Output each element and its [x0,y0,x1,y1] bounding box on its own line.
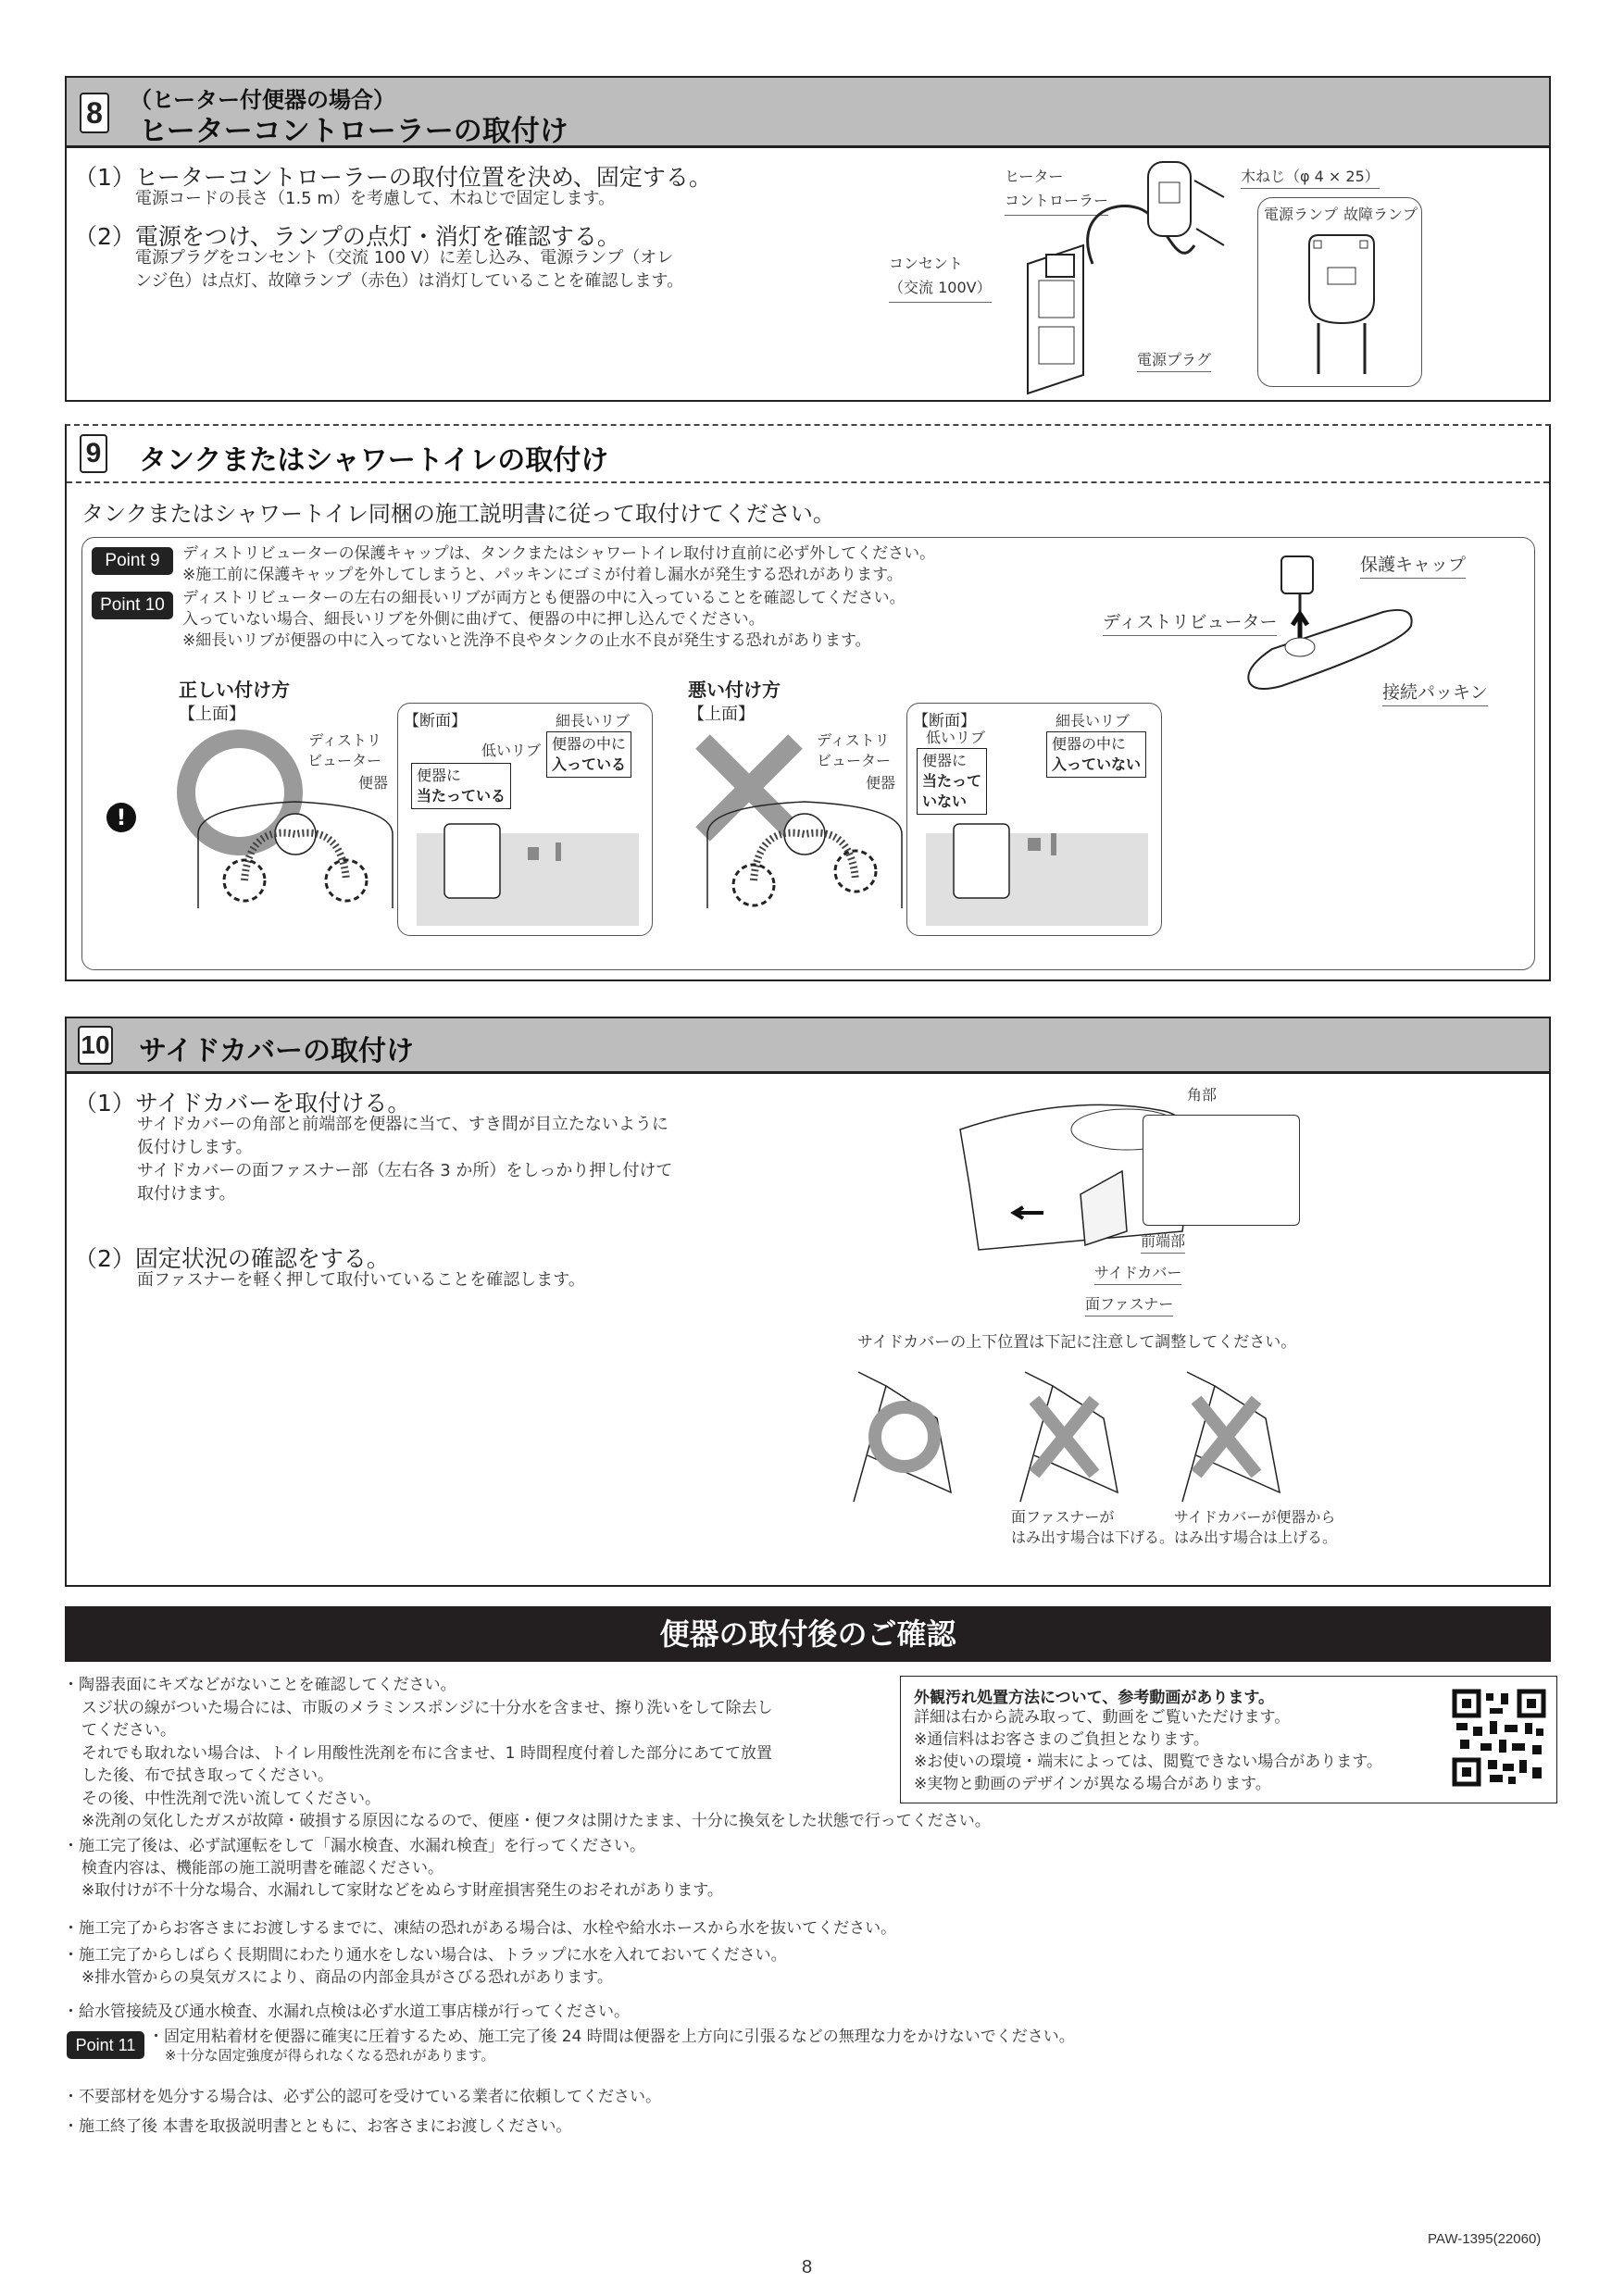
section-10-header [67,1018,1549,1074]
section-10-number: 10 [78,1026,113,1065]
section-8-header [67,78,1549,148]
confirm-item-1: ・陶器表面にキズなどがないことを確認してください。 スジ状の線がついた場合には、市販のメラミンスポンジに十分水を含ませ、擦り洗いをして除去し てください。 それでも取れない場合は、トイレ用酸性洗剤を布に含ませ、1 時間程度付着した部分にあてて放置 した後、布で拭き取ってください。 その後、中性洗剤で洗い流してください。 ※洗剤の気化したガスが故障・破損する原因になるので、便座・便フタは開けたまま、十分に換気をした状態で行ってください。 [63,1676,991,1830]
warning-exclamation-icon: ! [106,803,136,832]
label-connection-packing: 接続パッキン [1382,679,1488,706]
section-8-subtitle: （ヒーター付便器の場合） [130,87,396,113]
correct-view-top: 【上面】 [179,705,245,724]
section-9-header [67,426,1549,483]
outlet-plug-illustration [981,162,1241,384]
adjust-wrong-1-illustration [1016,1363,1145,1502]
label-corner: 角部 [1187,1086,1218,1104]
label-wrong-long-rib: 細長いリブ [1056,712,1131,730]
label-fault-lamp: 故障ランプ [1343,206,1418,223]
document-code: PAW-1395(22060) [1428,2231,1542,2247]
step-10-2-body: 面ファスナーを軽く押して取付いていることを確認します。 [137,1270,585,1290]
label-distributor: ディストリビューター [1103,608,1277,636]
confirm-item-3: ・施工完了からお客さまにお渡しするまでに、凍結の恐れがある場合は、水栓や給水ホースから水を抜いてください。 [63,1919,897,1938]
step-8-1-body: 電源コードの長さ（1.5 m）を考慮して、木ねじで固定します。 [135,189,616,208]
distributor-illustration [1244,547,1430,695]
wrong-section-illustration [926,824,1153,926]
page-number: 8 [802,2257,813,2277]
step-10-1-title: （1）サイドカバーを取付ける。 [74,1090,411,1117]
correct-top-illustration [189,788,402,917]
label-front-end: 前端部 [1141,1229,1185,1254]
video-box-title: 外観汚れ処置方法について、参考動画があります。 [914,1689,1274,1707]
wrong-heading: 悪い付け方 [688,679,781,701]
controller-front-illustration [1305,235,1379,383]
label-wrong-toilet: 便器 [866,774,896,792]
label-protective-cap: 保護キャップ [1360,551,1466,579]
side-cover-inset [1143,1115,1300,1226]
label-side-cover: サイドカバー [1094,1261,1181,1285]
correct-heading: 正しい付け方 [179,679,290,701]
label-heater-controller: ヒーター コントローラー [1005,165,1108,216]
adjust-wrong-2-illustration [1178,1363,1307,1502]
step-8-2-title: （2）電源をつけ、ランプの点灯・消灯を確認する。 [74,223,620,250]
point-11-badge: Point 11 [67,2031,144,2059]
section-10-title: サイドカバーの取付け [139,1035,414,1067]
confirm-item-6: ・不要部材を処分する場合は、必ず公的認可を受けている業者に依頼してください。 [63,2088,661,2106]
confirm-item-2: ・施工完了後は、必ず試運転をして「漏水検査、水漏れ検査」を行ってください。 検査内容は、機能部の施工説明書を確認ください。 ※取付けが不十分な場合、水漏れして家財などをぬらす財産損害発生のおそれがあります。 [63,1837,723,1900]
point-9-text: ディストリビューターの保護キャップは、タンクまたはシャワートイレ取付け直前に必ず外してください。 ※施工前に保護キャップを外してしまうと、パッキンにゴミが付着し漏水が発生する恐れがあります。 [182,544,936,584]
wrong-section-inset [906,703,1162,936]
section-9-points-panel [81,537,1535,970]
label-correct-toilet: 便器 [358,774,389,792]
label-wood-screw: 木ねじ（φ 4 × 25） [1241,165,1380,189]
wrong-view-section: 【断面】 [913,712,976,730]
video-box-text: 詳細は右から読み取って、動画をご覧いただけます。 ※通信料はお客さまのご負担となります。 ※お使いの環境・端末によっては、閲覧できない場合があります。 ※実物と動画のデザインが異なる場合があります。 [914,1708,1382,1793]
wrong-low-rib-box: 便器に 当たって いない [917,748,987,815]
label-wrong-low-rib: 低いリブ [926,729,986,746]
correct-section-illustration [417,824,643,926]
point-9-badge: Point 9 [92,547,173,575]
confirm-banner-title: 便器の取付後のご確認 [659,1616,956,1652]
correct-section-inset [397,703,653,936]
confirm-item-7: ・施工終了後 本書を取扱説明書とともに、お客さまにお渡しください。 [63,2117,572,2136]
controller-lamp-inset [1257,197,1422,387]
qr-code-icon[interactable] [1453,1690,1545,1786]
wrong-long-rib-box: 便器の中に 入っていない [1046,731,1146,778]
section-9-intro: タンクまたはシャワートイレ同梱の施工説明書に従って取付けてください。 [81,501,835,527]
step-8-1-title: （1）ヒーターコントローラーの取付位置を決め、固定する。 [74,164,712,191]
adjust-wrong-1-caption: 面ファスナーが はみ出す場合は下げる。 [1011,1508,1175,1546]
section-9-title: タンクまたはシャワートイレの取付け [139,444,609,477]
step-10-2-title: （2）固定状況の確認をする。 [74,1245,390,1272]
section-8-title: ヒーターコントローラーの取付け [139,115,568,148]
wrong-view-top: 【上面】 [688,705,755,724]
side-cover-adjust-note: サイドカバーの上下位置は下記に注意して調整してください。 [857,1333,1297,1352]
section-9-box [65,424,1551,981]
point-11-text: ・固定用粘着材を便器に確実に圧着するため、施工完了後 24 時間は便器を上方向に引張るなどの無理な力をかけないでください。 ※十分な固定強度が得られなくなる恐れがあります。 [148,2028,1075,2064]
section-9-number: 9 [80,434,107,473]
confirm-item-4: ・施工完了からしばらく長期間にわたり通水をしない場合は、トラップに水を入れておいてください。 ※排水管からの臭気ガスにより、商品の内部金具がさびる恐れがあります。 [63,1946,787,1987]
label-power-lamp: 電源ランプ [1264,206,1339,223]
step-8-2-body: 電源プラグをコンセント（交流 100 V）に差し込み、電源ランプ（オレ ンジ色）は点灯、故障ランプ（赤色）は消灯していることを確認します。 [135,248,684,291]
label-fastener: 面ファスナー [1085,1292,1173,1316]
label-outlet: コンセント （交流 100V） [889,252,992,303]
correct-long-rib-box: 便器の中に 入っている [546,731,631,778]
video-reference-box [900,1676,1557,1803]
correct-low-rib-box: 便器に 当たっている [411,763,511,809]
label-wrong-distributor: ディストリ ビューター [817,731,892,769]
wrong-top-illustration [698,788,911,917]
label-correct-low-rib: 低いリブ [481,742,542,759]
section-10-box [65,1017,1551,1587]
point-10-badge: Point 10 [92,592,173,619]
section-8-number: 8 [80,93,109,133]
confirm-item-5: ・給水管接続及び通水検査、水漏れ点検は必ず水道工事店様が行ってください。 [63,2003,630,2021]
adjust-wrong-2-caption: サイドカバーが便器から はみ出す場合は上げる。 [1174,1508,1338,1546]
point-10-text: ディストリビューターの左右の細長いリブが両方とも便器の中に入っていることを確認してください。 入っていない場合、細長いリブを外側に曲げて、便器の中に押し込んでください。 ※細長いリブが便器の中に入ってないと洗浄不良やタンクの止水不良が発生する恐れがあります。 [182,589,906,650]
confirm-banner [65,1606,1551,1662]
label-power-plug: 電源プラグ [1137,348,1211,372]
correct-view-section: 【断面】 [404,712,467,730]
label-correct-long-rib: 細長いリブ [556,712,631,730]
adjust-correct-illustration [849,1363,979,1502]
label-correct-distributor: ディストリ ビューター [307,731,382,769]
step-10-1-body: サイドカバーの角部と前端部を便器に当て、すき間が目立たないように 仮付けします。 サイドカバーの面ファスナー部（左右各 3 か所）をしっかり押し付けて 取付けます。 [137,1115,673,1204]
